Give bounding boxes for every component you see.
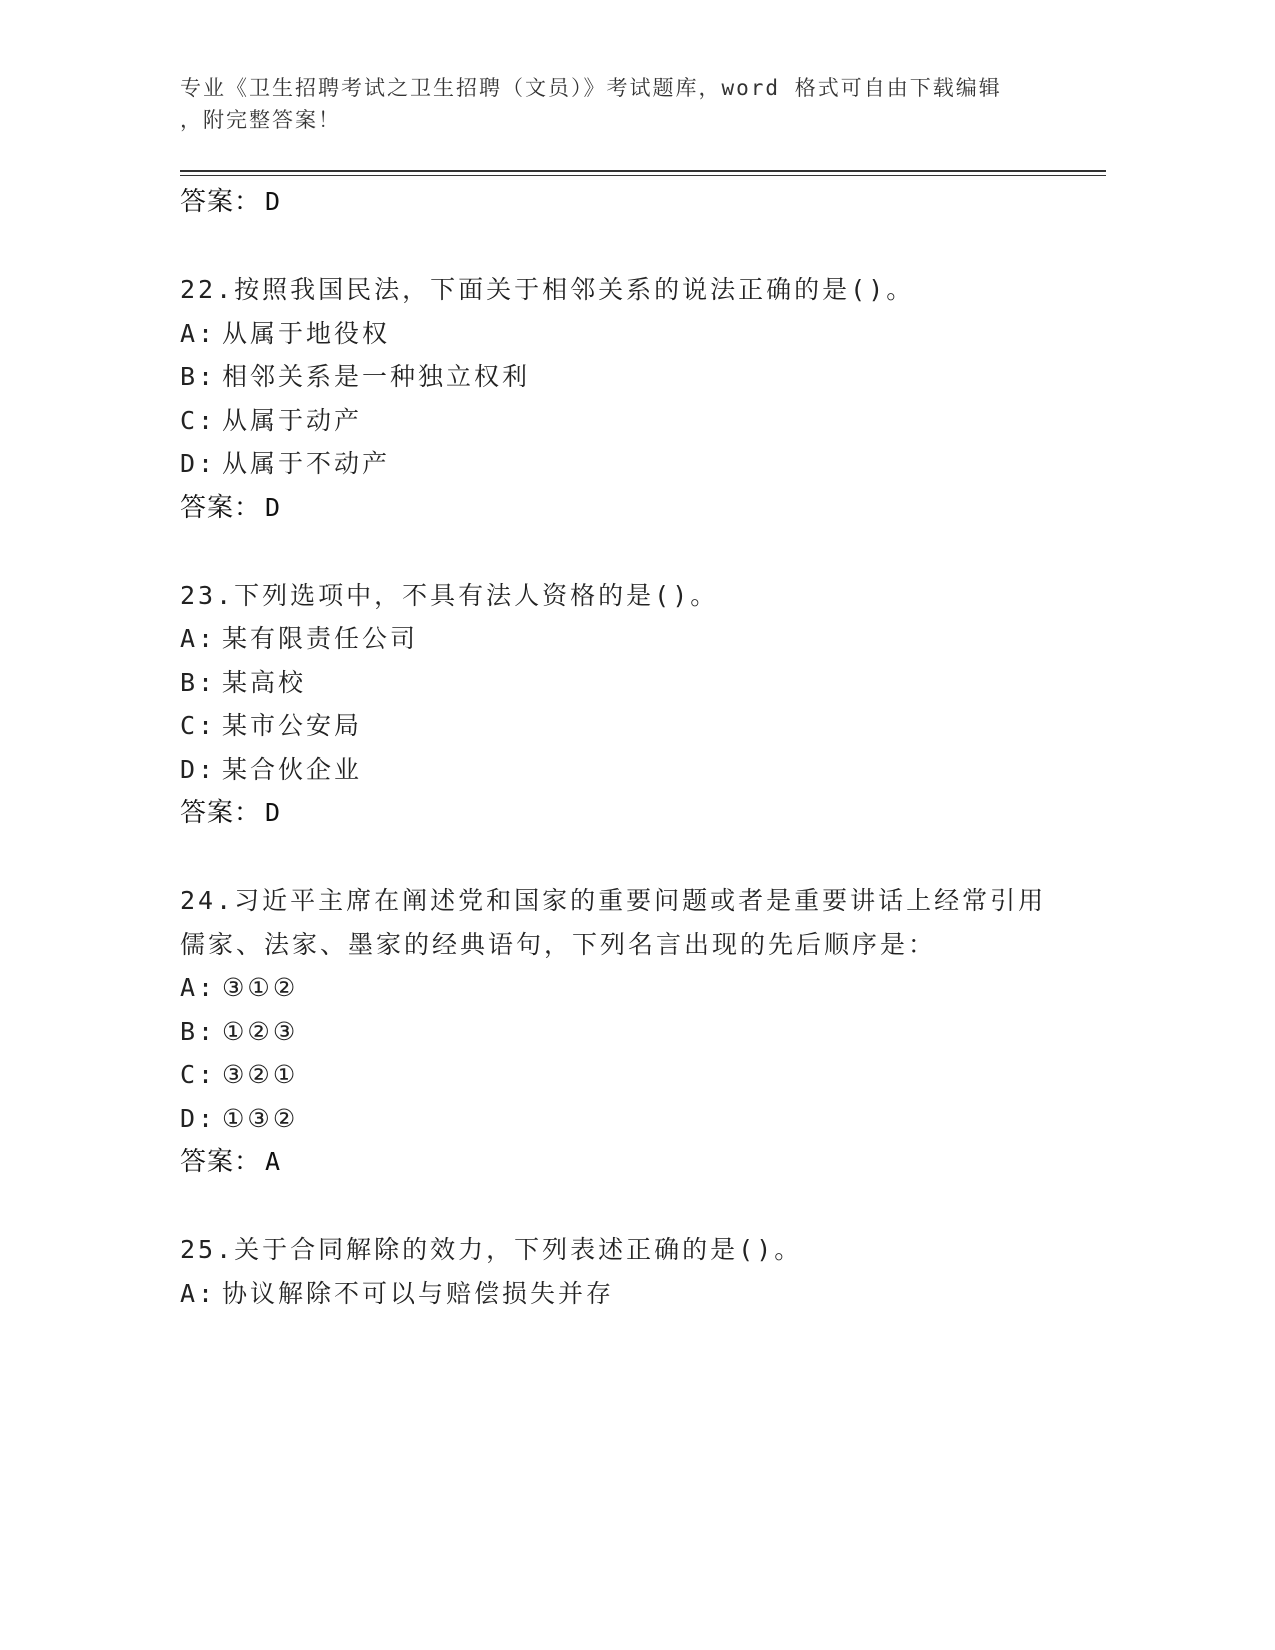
option-text: 某合伙企业 <box>222 754 363 784</box>
option-item <box>180 442 1080 486</box>
option-text: 某市公安局 <box>222 711 363 740</box>
option-item <box>180 1053 1080 1097</box>
option-text: ①③② <box>222 1103 299 1133</box>
answer-line <box>180 180 1080 224</box>
answer-line <box>180 1140 1080 1184</box>
option-key: A: <box>180 318 217 348</box>
option-text: ③①② <box>222 973 299 1002</box>
question-stem: 24.习近平主席在阐述党和国家的重要问题或者是重要讲话上经常引用 <box>180 886 1047 915</box>
option-text: 协议解除不可以与赔偿损失并存 <box>222 1278 615 1308</box>
header-divider <box>180 170 1106 172</box>
option-key: B: <box>180 1016 217 1046</box>
option-item <box>180 1097 1080 1141</box>
option-text: 某有限责任公司 <box>222 624 419 653</box>
questions-container <box>180 268 1080 1315</box>
question-list <box>180 180 1080 1315</box>
option-item <box>180 617 1080 661</box>
question-stem: 23.下列选项中，不具有法人资格的是()。 <box>180 580 719 610</box>
option-item <box>180 1272 1080 1316</box>
option-item <box>180 748 1080 792</box>
option-text: ①②③ <box>222 1016 299 1046</box>
option-item <box>180 704 1080 748</box>
option-text: 某高校 <box>222 667 307 697</box>
option-item <box>180 1010 1080 1054</box>
answer-value: D <box>265 798 282 827</box>
option-item <box>180 966 1080 1010</box>
header-divider-thin <box>180 175 1106 176</box>
answer-label: 答案： <box>180 798 262 828</box>
option-key: D: <box>180 1103 217 1133</box>
option-key: D: <box>180 754 217 784</box>
option-text: 相邻关系是一种独立权利 <box>222 362 531 391</box>
header-line-1: 专业《卫生招聘考试之卫生招聘（文员）》考试题库，word 格式可自由下载编辑 <box>180 76 1002 100</box>
document-header <box>180 72 1040 136</box>
option-key: C: <box>180 711 217 740</box>
option-text: 从属于不动产 <box>222 449 391 478</box>
option-item <box>180 399 1080 443</box>
option-text: ③②① <box>222 1060 299 1089</box>
answer-value: D <box>265 187 282 216</box>
question-stem: 22.按照我国民法，下面关于相邻关系的说法正确的是()。 <box>180 275 915 304</box>
option-item <box>180 355 1080 399</box>
question-stem: 儒家、法家、墨家的经典语句，下列名言出现的先后顺序是： <box>180 929 937 959</box>
option-item <box>180 661 1080 705</box>
option-key: D: <box>180 449 217 478</box>
option-key: A: <box>180 1278 217 1308</box>
question-block <box>180 268 1080 530</box>
option-item <box>180 312 1080 356</box>
option-key: C: <box>180 1060 217 1089</box>
question-block <box>180 879 1080 1184</box>
answer-label: 答案： <box>180 187 262 217</box>
answer-line <box>180 791 1080 835</box>
option-text: 从属于动产 <box>222 405 363 435</box>
option-text: 从属于地役权 <box>222 318 391 348</box>
option-key: B: <box>180 362 217 391</box>
answer-label: 答案： <box>180 492 262 523</box>
question-block <box>180 574 1080 836</box>
answer-value: A <box>265 1147 282 1176</box>
question-stem: 25.关于合同解除的效力，下列表述正确的是()。 <box>180 1235 803 1264</box>
answer-label: 答案： <box>180 1147 262 1177</box>
option-key: C: <box>180 405 217 435</box>
option-key: B: <box>180 667 217 697</box>
answer-line <box>180 486 1080 530</box>
option-key: A: <box>180 624 217 653</box>
answer-value: D <box>265 492 282 522</box>
header-line-2: ，附完整答案！ <box>180 108 341 132</box>
option-key: A: <box>180 973 217 1002</box>
question-block <box>180 1228 1080 1315</box>
